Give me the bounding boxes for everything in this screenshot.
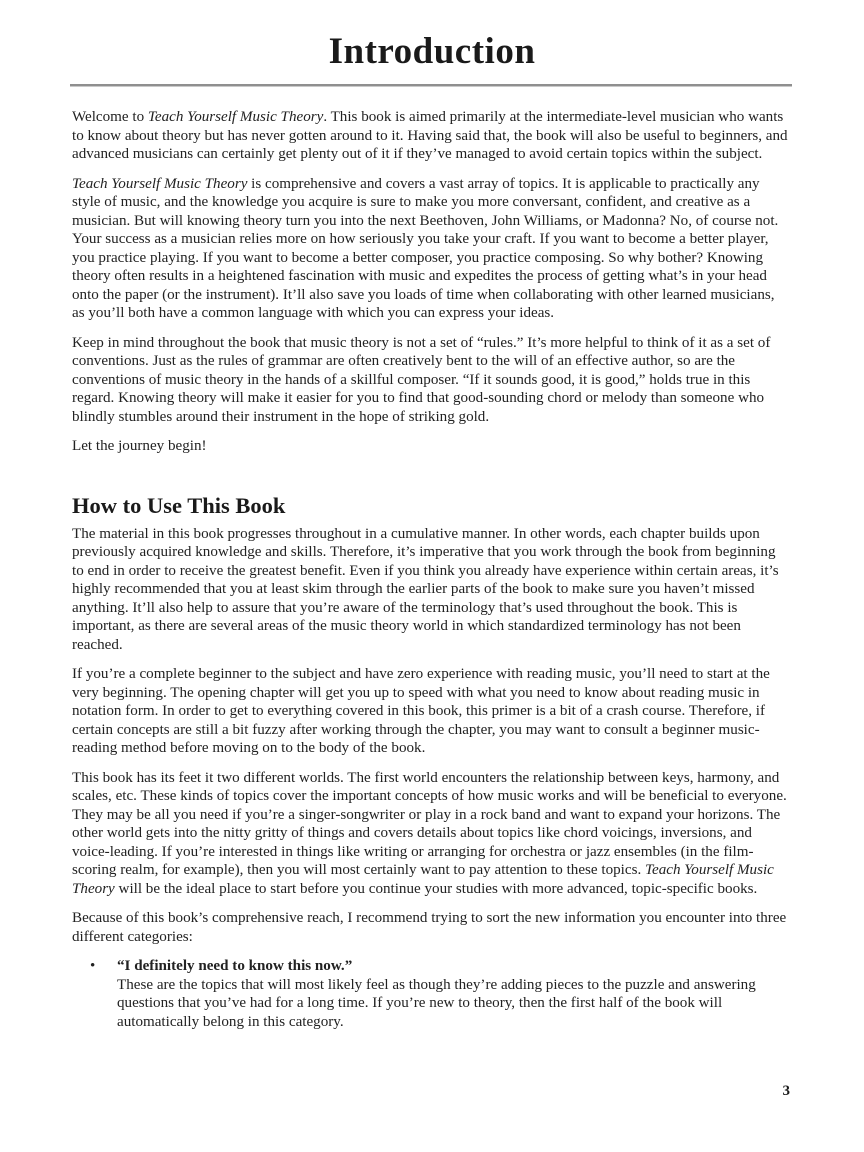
page-title: Introduction: [328, 31, 536, 72]
intro-paragraph-4: Let the journey begin!: [72, 438, 207, 455]
bullet-text: [117, 957, 790, 1031]
how-to-paragraph-3: This book has its feet it two different worlds. The first world encounters the relationship between keys, harmony, and scales, etc. These kinds of topics cover the important concepts of how music works and will be beneficial to everyone. They may be all you need if you’re a singer-songwriter or play in a rock band and want to expand your horizons. The other world gets into the nitty gritty of things and covers details about topics like chord voicings, inversions, and voice-leading. If you’re interested in things like writing or arranging for orchestra or jazz ensembles (in the film-scoring realm, for example), then you will most certainly want to pay attention to these topics. Teach Yourself Music Theory will be the ideal place to start before you continue your studies with more advanced, topic-specific books.: [72, 769, 787, 897]
page-content: [0, 87, 864, 1031]
bullet-icon: •: [90, 958, 96, 975]
bullet-body: These are the topics that will most likely feel as though they’re adding pieces to the puzzle and answering questions that you’ve had for a long time. If you’re new to theory, then the first half of the book will automatically belong in this category.: [117, 976, 756, 1030]
how-to-paragraph-1: The material in this book progresses throughout in a cumulative manner. In other words, each chapter builds upon previously acquired knowledge and skills. Therefore, it’s imperative that you work through the book from beginning to end in order to receive the greatest benefit. Even if you think you already have experience within certain areas, it’s highly recommended that you at least skim through the earlier parts of the book to make sure you haven’t missed anything. It’ll also help to assure that you’re aware of the terminology that’s used throughout the book. This is important, as there are several areas of the music theory world in which standardized terminology has not been reached.: [72, 525, 779, 653]
section-heading-how-to-use: How to Use This Book: [72, 492, 286, 518]
intro-paragraph-2: Teach Yourself Music Theory is comprehensive and covers a vast array of topics. It is applicable to practically any style of music, and the knowledge you acquire is sure to make you more conversant, confident, and creative as a musician. But will knowing theory turn you into the next Beethoven, John Williams, or Madonna? No, of course not. Your success as a musician relies more on how seriously you take your craft. If you want to become a better player, you practice playing. If you want to become a better composer, you practice composing. So why bother? Knowing theory often results in a heightened fascination with music and expedites the process of getting what’s in your head onto the paper (or the instrument). It’ll also save you loads of time when collaborating with other learned musicians, as you’ll both have a common language with which you can express your ideas.: [72, 175, 779, 322]
intro-paragraph-3: Keep in mind throughout the book that music theory is not a set of “rules.” It’s more helpful to think of it as a set of conventions. Just as the rules of grammar are often creatively bent to the will of an effective author, so are the conventions of music theory in the hands of a skillful composer. “If it sounds good, it is good,” holds true in this regard. Knowing theory will make it easier for you to find that good-sounding chord or melody than someone who blindly stumbles around their instrument in the hope of striking gold.: [72, 334, 771, 425]
how-to-paragraph-2: If you’re a complete beginner to the subject and have zero experience with reading music, you’ll need to start at the very beginning. The opening chapter will get you up to speed with what you need to know about reading music in notation form. In order to get to everything covered in this book, this primer is a bit of a crash course. Therefore, if certain concepts are still a bit fuzzy after working through the chapter, you may want to consult a beginner music-reading method before moving on to the body of the book.: [72, 666, 770, 757]
bullet-item: [72, 957, 790, 1031]
intro-paragraph-1: Welcome to Teach Yourself Music Theory. This book is aimed primarily at the intermediate-level musician who wants to know about theory but has never gotten around to it. Having said that, the book will also be useful to beginners, and advanced musicians can certainly get plenty out of it if they’ve managed to avoid certain topics within the subject.: [72, 109, 788, 163]
bullet-heading: “I definitely need to know this now.”: [117, 958, 353, 975]
page-number: 3: [782, 1083, 790, 1099]
how-to-paragraph-4: Because of this book’s comprehensive reach, I recommend trying to sort the new information you encounter into three different categories:: [72, 910, 787, 945]
